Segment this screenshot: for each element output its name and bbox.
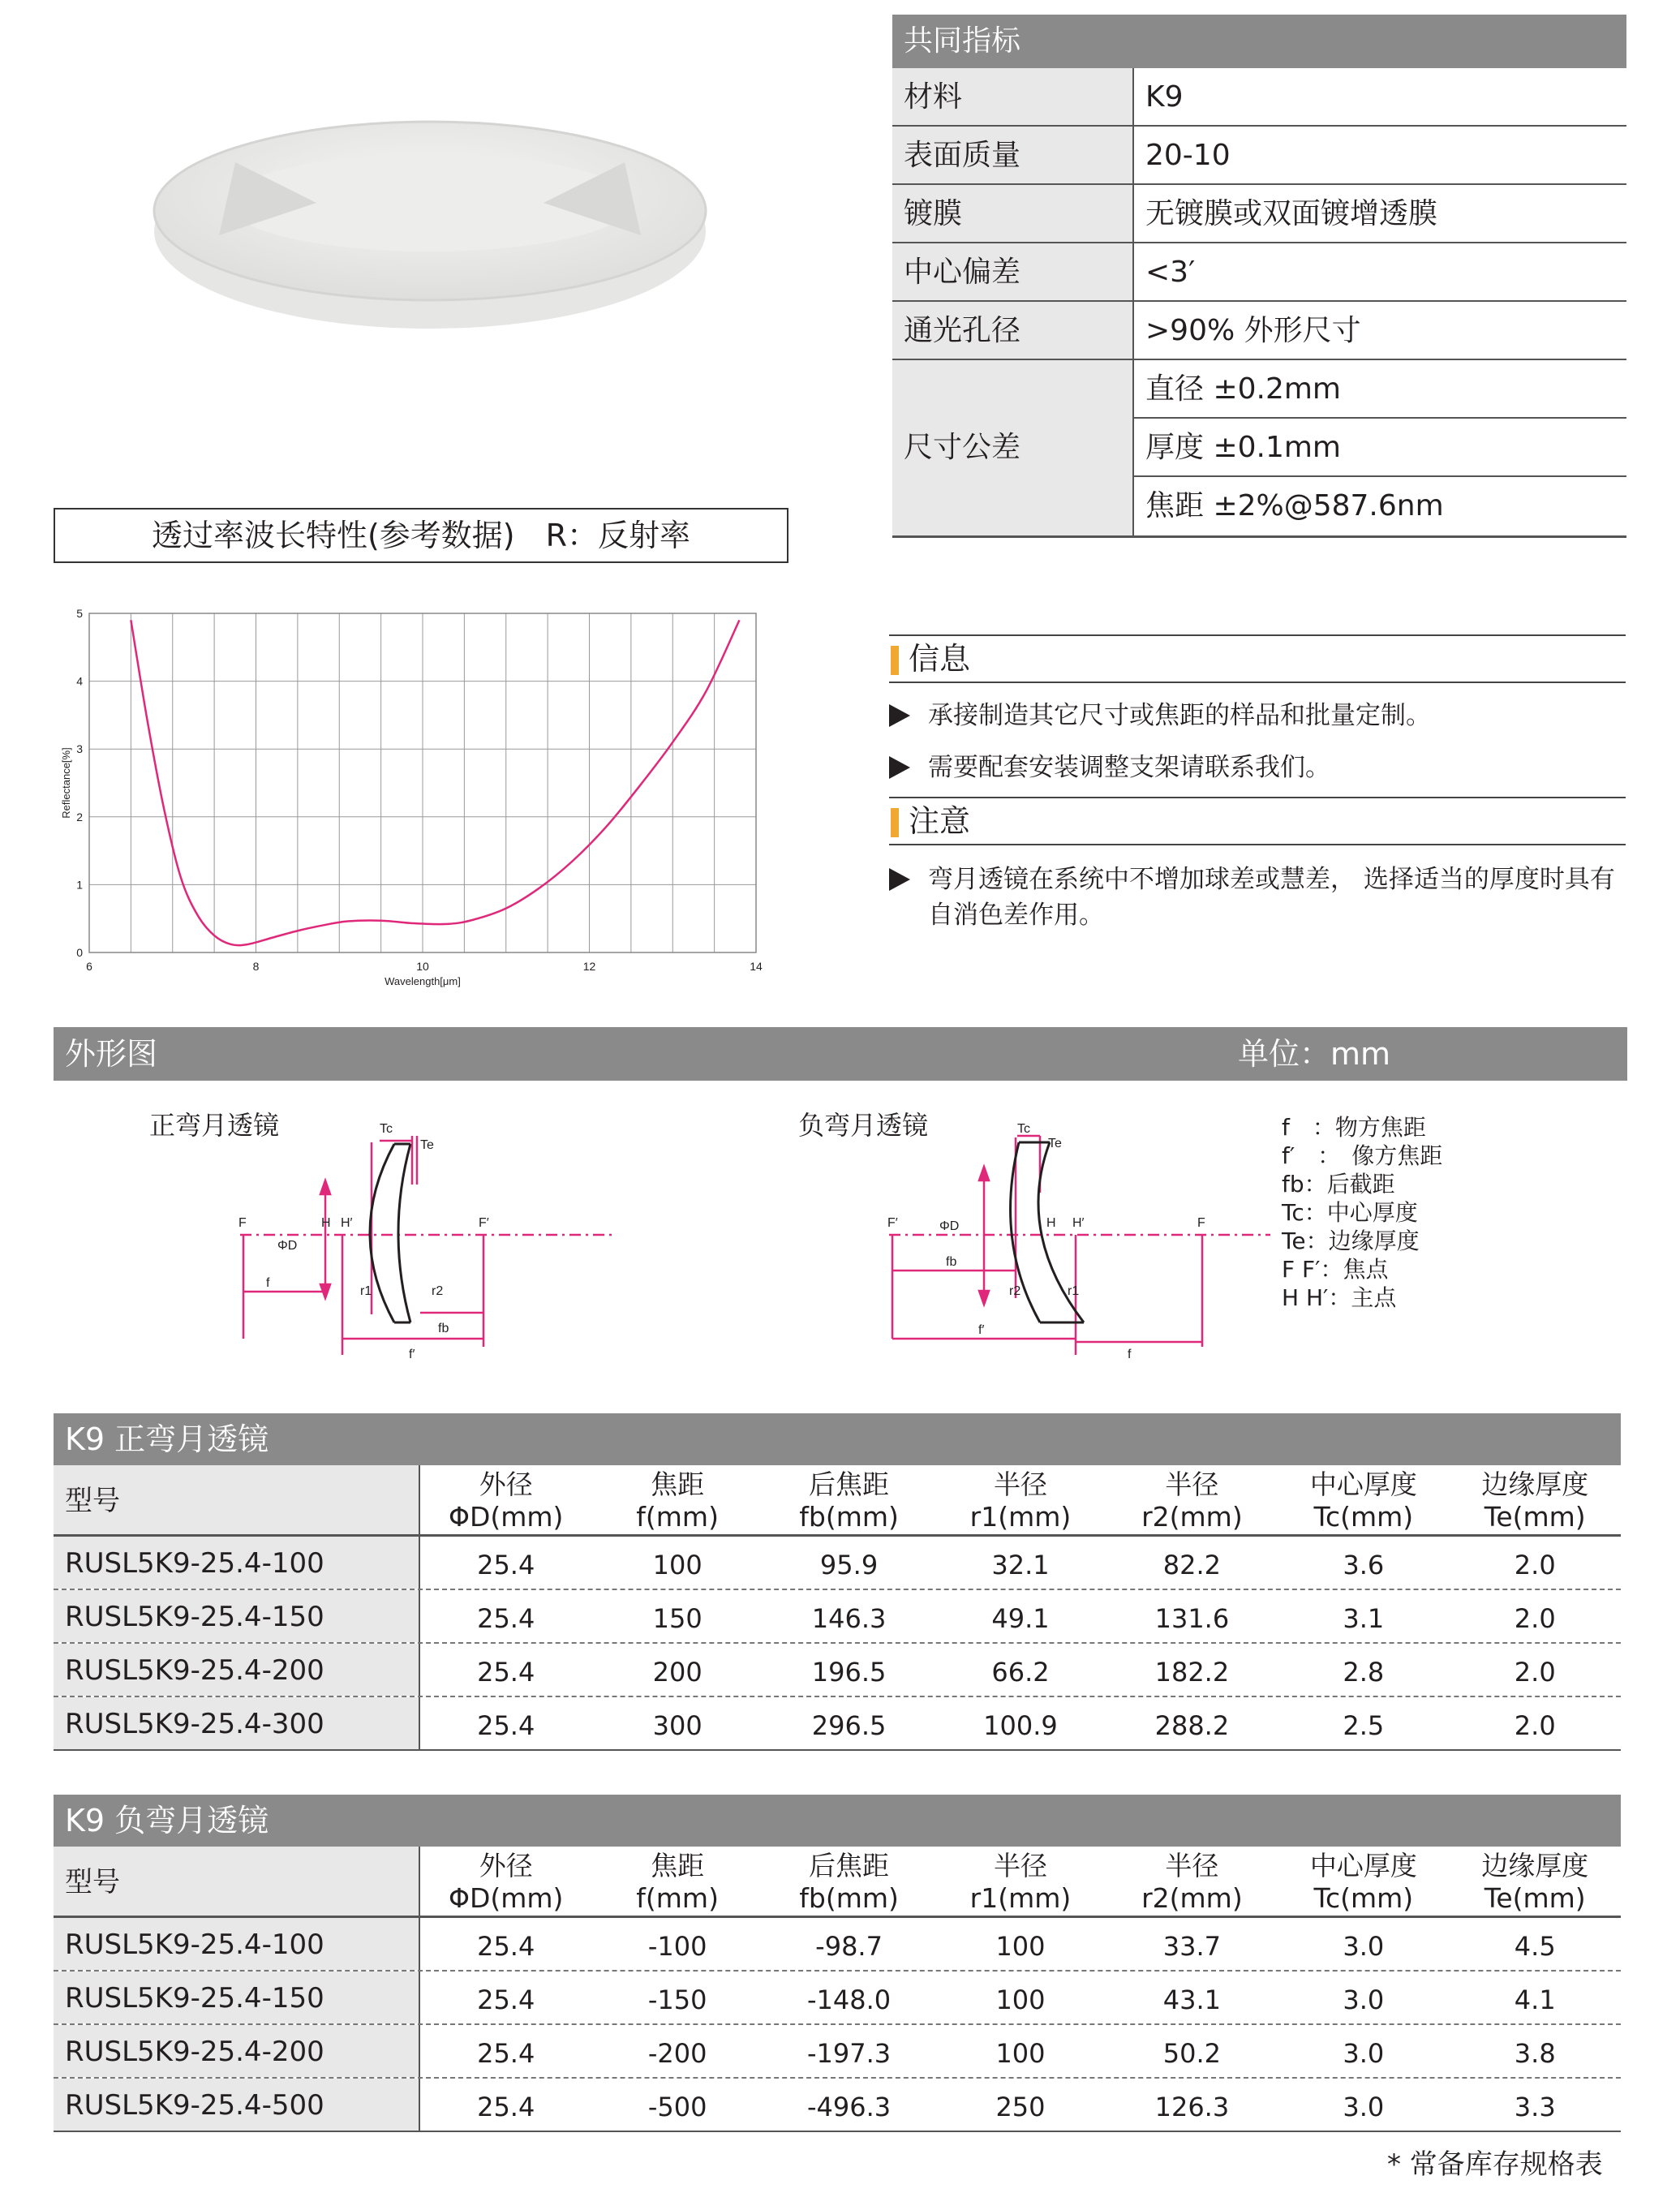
spec-table (892, 15, 1626, 538)
value-cell: 131.6 (1154, 1603, 1230, 1634)
info-item (889, 698, 1627, 733)
spec-row (892, 243, 1626, 302)
y-axis-label: Reflectance[%] (60, 747, 72, 819)
reflectance-series-line (131, 620, 739, 945)
header-cell: 后焦距 fb(mm) (799, 1468, 899, 1533)
model-cell: RUSL5K9-25.4-200 (54, 1644, 420, 1696)
value-cell: 100 (995, 2038, 1046, 2069)
x-tick-label: 10 (416, 960, 429, 973)
table-title: K9 正弯月透镜 (54, 1413, 1621, 1465)
x-tick-label: 6 (86, 960, 92, 973)
value-cell: 25.4 (477, 1931, 535, 1962)
f-length-mark: f (266, 1276, 270, 1290)
value-cell: -496.3 (806, 2092, 892, 2122)
header-cell: 外径 ΦD(mm) (448, 1468, 564, 1533)
header-cell: 半径 r2(mm) (1141, 1850, 1243, 1914)
table-body (54, 1537, 1621, 1751)
triangle-bullet-icon (889, 756, 910, 779)
spec-key: 材料 (892, 68, 1134, 125)
te-mark: Te (1048, 1137, 1062, 1150)
h-prime-mark: H′ (1072, 1216, 1085, 1230)
value-cell: 25.4 (477, 1984, 535, 2015)
value-cell: 4.1 (1514, 1984, 1556, 2015)
value-cell: 82.2 (1162, 1550, 1222, 1580)
h-prime-mark: H′ (341, 1216, 353, 1230)
notice-item (889, 862, 1627, 933)
negative-lens-label: 负弯月透镜 (798, 1111, 929, 1140)
value-cell: -150 (647, 1984, 707, 2015)
value-cell: 288.2 (1154, 1710, 1230, 1741)
model-cell: RUSL5K9-25.4-150 (54, 1590, 420, 1642)
value-cell: 32.1 (991, 1550, 1050, 1580)
r2-mark: r2 (432, 1284, 444, 1298)
value-cell: 182.2 (1154, 1657, 1230, 1688)
spec-tolerance-group (892, 360, 1626, 538)
spec-key: 表面质量 (892, 127, 1134, 183)
legend-item: Te：边缘厚度 (1282, 1228, 1420, 1254)
value-cell: 2.8 (1343, 1657, 1385, 1688)
f-point-mark: F (1197, 1216, 1205, 1230)
value-cell: 25.4 (477, 1657, 535, 1688)
legend-item: Tc：中心厚度 (1282, 1199, 1418, 1226)
model-cell: RUSL5K9-25.4-150 (54, 1972, 420, 2023)
x-axis-label: Wavelength[μm] (385, 975, 461, 987)
value-cell: 25.4 (477, 1710, 535, 1741)
value-cell: 3.3 (1514, 2092, 1556, 2122)
h-point-mark: H (321, 1216, 331, 1230)
header-cell: 焦距 f(mm) (636, 1850, 719, 1914)
positive-lens-table (54, 1413, 1621, 1751)
info-title: 信息 (889, 634, 1626, 683)
value-cell: 200 (652, 1657, 703, 1688)
value-cell: 25.4 (477, 2092, 535, 2122)
spec-value: 厚度 ±0.1mm (1134, 419, 1626, 477)
table-row (54, 1537, 1621, 1590)
unit-label: 单位：mm (1238, 1036, 1391, 1072)
spec-key: 通光孔径 (892, 302, 1134, 359)
h-point-mark: H (1046, 1216, 1056, 1230)
value-cell: 25.4 (477, 1603, 535, 1634)
header-cell: 中心厚度 Tc(mm) (1309, 1850, 1417, 1914)
value-cell: 296.5 (811, 1710, 887, 1741)
r1-mark: r1 (1068, 1284, 1080, 1298)
spec-key: 尺寸公差 (892, 360, 1134, 535)
value-cell: 126.3 (1154, 2092, 1230, 2122)
value-cell: 100 (652, 1550, 703, 1580)
spec-key: 中心偏差 (892, 243, 1134, 300)
y-tick-label: 2 (76, 810, 83, 823)
lens-photo (146, 114, 714, 357)
value-cell: -200 (647, 2038, 707, 2069)
f-point-mark: F (238, 1216, 247, 1230)
y-tick-label: 5 (76, 607, 83, 620)
header-cell: 焦距 f(mm) (636, 1468, 719, 1533)
footnote: * 常备库存规格表 (1387, 2148, 1603, 2181)
table-row (54, 1918, 1621, 1972)
model-header: 型号 (54, 1847, 420, 1916)
legend-item: H H′：主点 (1282, 1284, 1397, 1311)
value-cell: 95.9 (819, 1550, 879, 1580)
f-prime-length-mark: f′ (409, 1348, 415, 1361)
y-tick-label: 1 (76, 878, 83, 892)
value-cell: 25.4 (477, 2038, 535, 2069)
spec-row (892, 185, 1626, 243)
value-cell: 3.1 (1343, 1603, 1385, 1634)
f-prime-point-mark: F′ (479, 1216, 489, 1230)
value-cell: 49.1 (991, 1603, 1050, 1634)
spec-value: 焦距 ±2%@587.6nm (1145, 489, 1444, 522)
y-tick-label: 3 (76, 742, 83, 756)
value-cell: 3.0 (1343, 2038, 1385, 2069)
table-row (54, 1697, 1621, 1751)
r1-mark: r1 (360, 1284, 372, 1298)
value-cell: -148.0 (806, 1984, 892, 2015)
x-tick-label: 14 (750, 960, 763, 973)
legend-item: f ：物方焦距 (1282, 1114, 1426, 1141)
reflectance-chart (54, 592, 784, 998)
negative-lens-table (54, 1795, 1621, 2132)
info-item-text: 承接制造其它尺寸或焦距的样品和批量定制。 (928, 701, 1431, 730)
spec-row (892, 127, 1626, 185)
table-header (54, 1847, 1621, 1918)
legend-item: f′ ： 像方焦距 (1282, 1142, 1443, 1169)
te-mark: Te (420, 1138, 434, 1152)
notice-title: 注意 (889, 797, 1626, 845)
value-cell: 2.0 (1514, 1710, 1556, 1741)
value-cell: -100 (647, 1931, 707, 1962)
value-cell: 2.5 (1343, 1710, 1385, 1741)
triangle-bullet-icon (889, 868, 910, 891)
tc-mark: Tc (1017, 1122, 1030, 1136)
value-cell: 3.6 (1343, 1550, 1385, 1580)
info-item (889, 750, 1627, 785)
notice-item-text: 弯月透镜在系统中不增加球差或慧差， 选择适当的厚度时具有自消色差作用。 (928, 865, 1615, 930)
value-cell: -500 (647, 2092, 707, 2122)
r2-mark: r2 (1009, 1284, 1021, 1298)
value-cell: 100 (995, 1931, 1046, 1962)
value-cell: 25.4 (477, 1550, 535, 1580)
spec-row (892, 68, 1626, 127)
legend-item: fb：后截距 (1282, 1171, 1395, 1198)
fb-mark: fb (438, 1322, 449, 1335)
value-cell: 4.5 (1514, 1931, 1556, 1962)
fb-mark: fb (946, 1255, 957, 1269)
table-title: K9 负弯月透镜 (54, 1795, 1621, 1847)
info-item-text: 需要配套安装调整支架请联系我们。 (928, 753, 1330, 782)
value-cell: 66.2 (991, 1657, 1050, 1688)
y-tick-label: 0 (76, 946, 83, 959)
spec-value: 直径 ±0.2mm (1134, 360, 1626, 419)
spec-table-title: 共同指标 (892, 15, 1626, 68)
value-cell: 196.5 (811, 1657, 887, 1688)
spec-key: 镀膜 (892, 185, 1134, 242)
diameter-mark: ΦD (939, 1219, 960, 1233)
value-cell: 100.9 (983, 1710, 1058, 1741)
outline-bar (54, 1027, 1627, 1081)
header-cell: 边缘厚度 Te(mm) (1481, 1468, 1589, 1533)
header-cell: 中心厚度 Tc(mm) (1309, 1468, 1417, 1533)
f-length-mark: f (1128, 1348, 1132, 1361)
diameter-mark: ΦD (277, 1239, 298, 1253)
value-cell: 3.0 (1343, 1931, 1385, 1962)
f-prime-length-mark: f′ (978, 1323, 985, 1337)
diagram-legend (1282, 1113, 1442, 1312)
chart-title: 透过率波长特性(参考数据) R：反射率 (54, 508, 788, 563)
header-cell: 半径 r1(mm) (969, 1468, 1072, 1533)
x-tick-label: 8 (252, 960, 260, 973)
value-cell: 43.1 (1162, 1984, 1222, 2015)
table-row (54, 1972, 1621, 2025)
model-header: 型号 (54, 1465, 420, 1534)
table-row (54, 1590, 1621, 1644)
y-tick-label: 4 (76, 674, 83, 688)
x-tick-label: 12 (582, 960, 596, 973)
header-cell: 边缘厚度 Te(mm) (1481, 1850, 1589, 1914)
value-cell: 146.3 (811, 1603, 887, 1634)
header-cell: 后焦距 fb(mm) (799, 1850, 899, 1914)
value-cell: 2.0 (1514, 1657, 1556, 1688)
header-cell: 外径 ΦD(mm) (448, 1850, 564, 1914)
model-cell: RUSL5K9-25.4-100 (54, 1537, 420, 1589)
legend-item: F F′：焦点 (1282, 1256, 1389, 1283)
value-cell: 3.8 (1514, 2038, 1556, 2069)
spec-value: K9 (1145, 80, 1184, 114)
value-cell: 300 (652, 1710, 703, 1741)
model-cell: RUSL5K9-25.4-500 (54, 2079, 420, 2131)
value-cell: 50.2 (1162, 2038, 1222, 2069)
f-prime-point-mark: F′ (887, 1216, 898, 1230)
outline-title: 外形图 (65, 1036, 158, 1072)
header-cell: 半径 r2(mm) (1141, 1468, 1243, 1533)
spec-value: 无镀膜或双面镀增透膜 (1145, 197, 1438, 230)
model-cell: RUSL5K9-25.4-200 (54, 2025, 420, 2077)
model-cell: RUSL5K9-25.4-300 (54, 1697, 420, 1749)
value-cell: 3.0 (1343, 2092, 1385, 2122)
tc-mark: Tc (380, 1122, 393, 1136)
value-cell: -98.7 (815, 1931, 883, 1962)
triangle-bullet-icon (889, 704, 910, 727)
header-cell: 半径 r1(mm) (969, 1850, 1072, 1914)
value-cell: 33.7 (1162, 1931, 1222, 1962)
table-header (54, 1465, 1621, 1537)
value-cell: 150 (652, 1603, 703, 1634)
value-cell: 2.0 (1514, 1603, 1556, 1634)
table-body (54, 1918, 1621, 2132)
spec-value: <3′ (1145, 256, 1196, 289)
table-row (54, 2079, 1621, 2132)
spec-value: 20-10 (1145, 139, 1231, 172)
spec-value: >90% 外形尺寸 (1145, 314, 1361, 347)
value-cell: 3.0 (1343, 1984, 1385, 2015)
positive-lens-label: 正弯月透镜 (149, 1111, 280, 1140)
value-cell: -197.3 (806, 2038, 892, 2069)
model-cell: RUSL5K9-25.4-100 (54, 1918, 420, 1970)
table-row (54, 1644, 1621, 1697)
table-row (54, 2025, 1621, 2079)
value-cell: 250 (995, 2092, 1046, 2122)
spec-row (892, 302, 1626, 360)
value-cell: 100 (995, 1984, 1046, 2015)
value-cell: 2.0 (1514, 1550, 1556, 1580)
